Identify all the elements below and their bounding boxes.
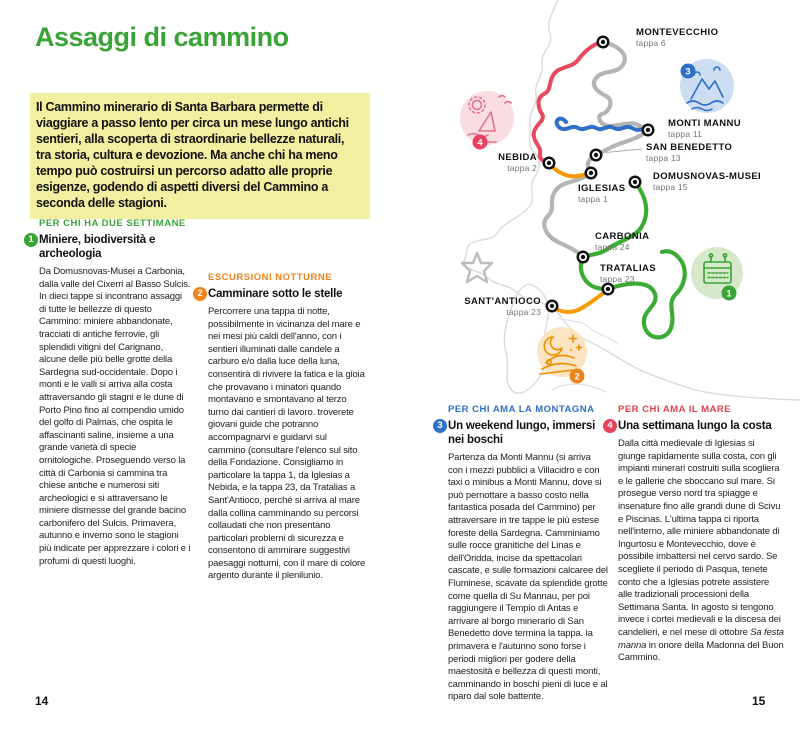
svg-text:3: 3 bbox=[685, 66, 691, 78]
map-label-san-benedetto: SAN BENEDETTO tappa 13 bbox=[646, 142, 733, 163]
number-badge-4: 4 bbox=[603, 419, 617, 433]
map-label-santantioco: SANT'ANTIOCO tappa 23 bbox=[464, 296, 541, 317]
kicker-night-walks: ESCURSIONI NOTTURNE bbox=[208, 272, 333, 283]
map-label-domusnovas-musei: DOMUSNOVAS-MUSEI tappa 15 bbox=[653, 171, 762, 192]
item-1 bbox=[28, 233, 191, 568]
section-night-walks bbox=[197, 272, 366, 583]
item-2 bbox=[197, 287, 366, 583]
svg-text:1: 1 bbox=[726, 288, 732, 300]
section-mountain bbox=[437, 404, 608, 704]
marker-monti-mannu bbox=[642, 124, 655, 137]
kicker-mountain: PER CHI AMA LA MONTAGNA bbox=[448, 404, 595, 415]
section-sea bbox=[607, 404, 784, 665]
section-two-weeks bbox=[28, 218, 191, 568]
item-3 bbox=[437, 419, 608, 704]
item-4 bbox=[607, 419, 784, 665]
number-badge-3: 3 bbox=[433, 419, 447, 433]
night-walk-icon bbox=[537, 327, 587, 384]
marker-montevecchio bbox=[597, 36, 610, 49]
map-label-tratalias: TRATALIAS tappa 23 bbox=[600, 263, 657, 284]
item-1-title: Miniere, biodiversità e archeologia bbox=[39, 234, 156, 260]
calendar-icon bbox=[691, 247, 743, 301]
number-badge-2: 2 bbox=[193, 287, 207, 301]
item-2-title: Camminare sotto le stelle bbox=[208, 288, 343, 300]
kicker-two-weeks: PER CHI HA DUE SETTIMANE bbox=[39, 218, 186, 229]
item-1-body: Da Domusnovas-Musei a Carbonia, dalla valle del Cixerri al Basso Sulcis. In dieci tappe si incontrano assaggi di tutte le bellezze di questo Cammino: miniere abbandonate, tracciati di antiche ferrovie, gli splendidi vitigni del Carignano, alcune delle più belle grotte della Sardegna sud-occidentale. Dopo i monti e le valli si arriva alla costa attraversando gli stagni e le dune di Porto Pino fino al compendio umido del golfo di Palmas, che ospita le affascinanti saline, insieme a una grande varietà di specie ornitologiche. Proseguendo verso la città di Carbonia si cammina tra chiese antiche e numerosi siti archeologici e si attraversano le miniere dismesse del grande bacino carbonifero del Sulcis. Primavera, autunno e inverno sono le stagioni più indicate per apprezzare i colori e i profumi di questi luoghi. bbox=[39, 266, 191, 567]
kicker-sea: PER CHI AMA IL MARE bbox=[618, 404, 732, 415]
marker-domusnovas-musei bbox=[629, 176, 642, 189]
beach-icon bbox=[460, 91, 514, 150]
marker-nebida bbox=[543, 157, 556, 170]
marker-carbonia bbox=[577, 251, 590, 264]
item-4-title: Una settimana lungo la costa bbox=[618, 420, 772, 432]
marker-tratalias bbox=[602, 283, 615, 296]
map-label-iglesias: IGLESIAS tappa 1 bbox=[578, 183, 626, 204]
item-4-italic: Sa festa manna bbox=[618, 626, 784, 651]
page-title: Assaggi di cammino bbox=[35, 22, 289, 52]
page-number-left: 14 bbox=[35, 694, 49, 708]
marker-santantioco bbox=[546, 300, 559, 313]
number-badge-1: 1 bbox=[24, 233, 38, 247]
item-2-body: Percorrere una tappa di notte, possibilmente in vicinanza del mare e nei mesi più caldi dell'anno, con i sentieri illuminati dalle candele a carburo e/o dalla luce della luna, consentirà di rivivere la fatica e la gioia che provavano i minatori quando montavano e smontavano al terzo turno dai cantieri di lavoro. troverete giovani guide che potranno accompagnarvi e guidarvi sul cammino (consultare l'elenco sul sito della Fondazione. Consigliamo in particolare la tappa 1, da Iglesias a Nebida, e la tappa 23, da Tratalias a Sant'Antioco, perché si arriva al mare dalla collina camminando su percorsi collaudati che non presentano particolari problemi di sicurezza e consentono di ammirare suggestivi paesaggi notturni, con il mare di colore argento durante il plenilunio. bbox=[208, 306, 366, 582]
page-number-right: 15 bbox=[752, 694, 766, 708]
route-orange-santantioco-tratalias bbox=[552, 289, 608, 312]
marker-san-benedetto bbox=[590, 149, 603, 162]
intro-standfirst: Il Cammino minerario di Santa Barbara permette di viaggiare a passo lento per circa un mese lungo antichi sentieri, alla scoperta di straordinarie bellezze naturali, tra storia, cultura e devozione. Ma anche chi ha meno tempo può costruirsi un percorso adatto alle proprie esigenze, godendo di aspetti diversi del Cammino a seconda delle stagioni. bbox=[30, 93, 370, 219]
route-red-coast bbox=[534, 42, 603, 163]
item-3-title: Un weekend lungo, immersi nei boschi bbox=[448, 420, 596, 446]
svg-text:4: 4 bbox=[477, 137, 483, 149]
item-4-body: Dalla città medievale di Iglesias si giunge rapidamente sulla costa, con gli impianti minerari costruiti sulla scogliera e le gallerie che sboccano sul mare. Si prosegue verso nord tra spiagge e insenature fino alle grandi dune di Scivu e Piscinas. L'ultima tappa ci riporta nell'interno, alle miniere abbandonate di Ingurtosu e Montevecchio, dove è possibile imbattersi nel cervo sardo. Se scegliete il periodo di Pasqua, tenete conto che a Iglesias potrete assistere alle tradizionali processioni della Settimana Santa. In agosto si tengono invece i cortei medievali e la discesa dei candelieri, e nel mese di ottobre Sa festa manna in onore della Madonna del Buon Cammino. bbox=[618, 438, 784, 664]
marker-iglesias bbox=[585, 167, 598, 180]
item-3-body: Partenza da Monti Mannu (si arriva con i mezzi pubblici a Villacidro e con taxi o minibus a Monti Mannu, dove si può pernottare a basso costo nella fantastica posada del Cammino) per attraversare in tre tappe le più estese foreste della Sardegna. Camminiamo sulle rocce granitiche del Linas e dell'Oridda, incise da spettacolari cascate, e sulle formazioni calcaree del Fluminese, scavate da splendide grotte come quella di Su Mannau, per poi raggiungere il Tempio di Antas e arrivare al borgo minerario di San Benedetto dove termina la tappa. la primavera e l'autunno sono forse i periodi migliori per godere della maestosità e bellezza di questi monti, camminando in boschi pieni di luce e al riparo dal sole battente. bbox=[448, 452, 608, 703]
map-label-monti-mannu: MONTI MANNU tappa 11 bbox=[668, 118, 742, 139]
mountains-icon bbox=[680, 59, 734, 113]
svg-text:2: 2 bbox=[574, 371, 580, 383]
coastline-outline bbox=[462, 0, 800, 400]
map-label-carbonia: CARBONIA tappa 24 bbox=[595, 231, 650, 252]
map-label-montevecchio: MONTEVECCHIO tappa 6 bbox=[636, 27, 719, 48]
map-label-nebida: NEBIDA tappa 2 bbox=[498, 152, 537, 173]
